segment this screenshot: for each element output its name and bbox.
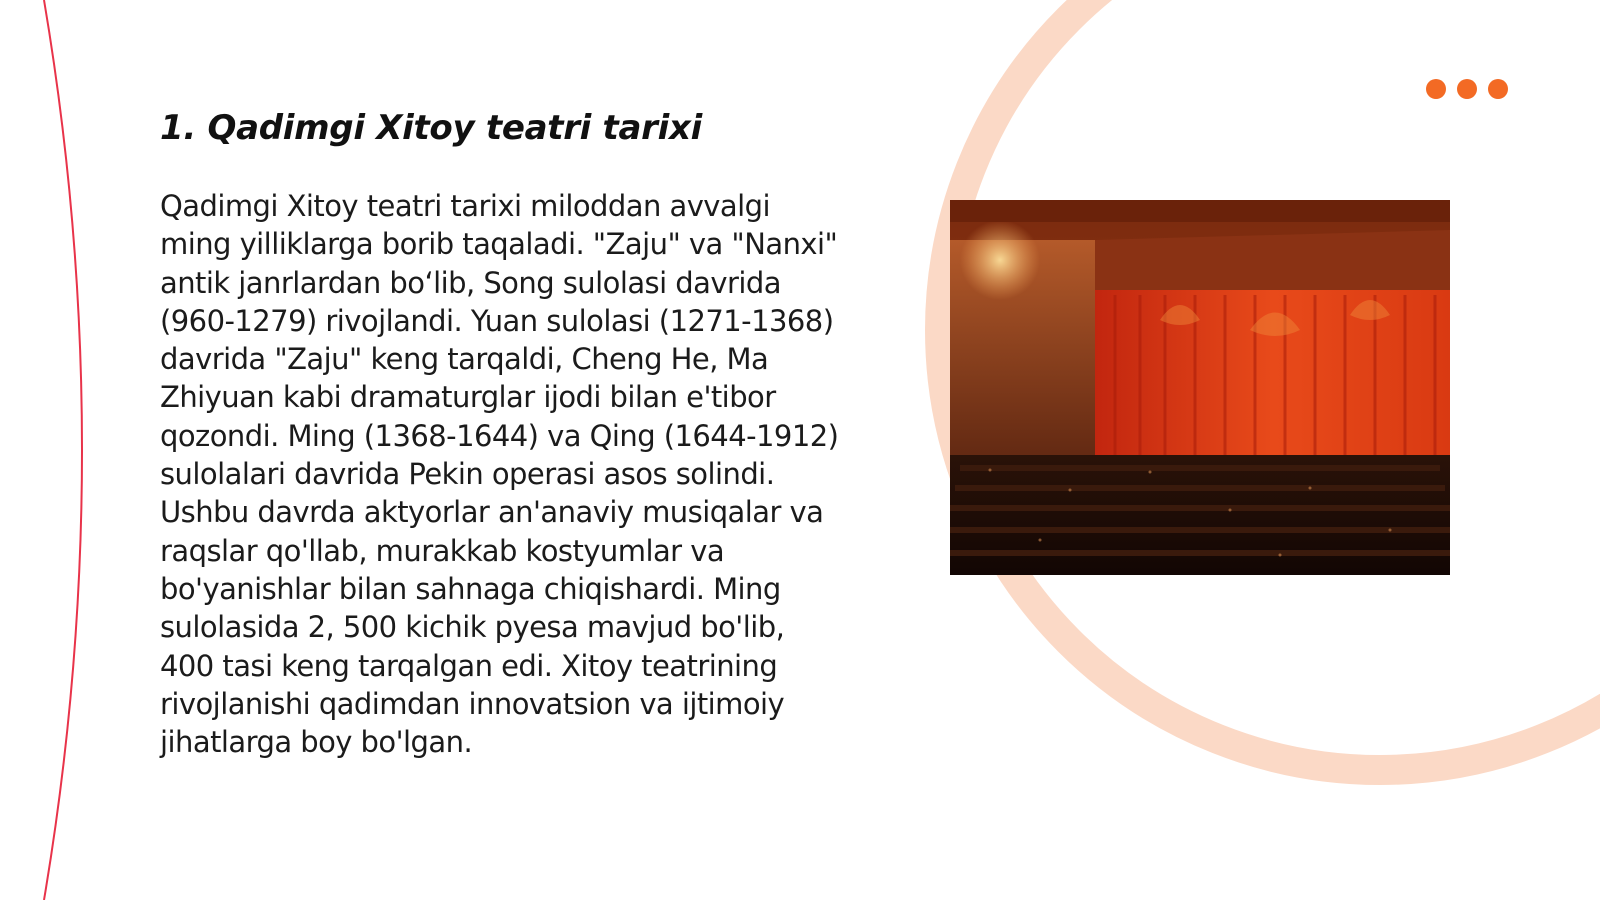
- slide-body-text: Qadimgi Xitoy teatri tarixi miloddan avvalgi ming yilliklarga borib taqaladi. "Zaju" va "Nanxi" antik janrlardan bo‘lib, Song sulolasi davrida (960-1279) rivojlandi. Yuan sulolasi (1271-1368) davrida "Zaju" keng tarqaldi, Cheng He, Ma Zhiyuan kabi dramaturglar ijodi bilan e'tibor qozondi. Ming (1368-1644) va Qing (1644-1912) sulolalari davrida Pekin operasi asos solindi. Ushbu davrda aktyorlar an'anaviy musiqalar va raqslar qo'llab, murakkab kostyumlar va bo'yanishlar bilan sahnaga chiqishardi. Ming sulolasida 2, 500 kichik pyesa mavjud bo'lib, 400 tasi keng tarqalgan edi. Xitoy teatrining rivojlanishi qadimdan innovatsion va ijtimoiy jihatlarga boy bo'lgan.: [160, 189, 839, 760]
- dot-icon: [1426, 79, 1446, 99]
- theater-auditorium-photo: [950, 200, 1450, 575]
- slide-title: 1. Qadimgi Xitoy teatri tarixi: [160, 108, 702, 148]
- three-dots-icon: [1426, 79, 1508, 99]
- dot-icon: [1488, 79, 1508, 99]
- dot-icon: [1457, 79, 1477, 99]
- left-accent-line: [44, 0, 82, 900]
